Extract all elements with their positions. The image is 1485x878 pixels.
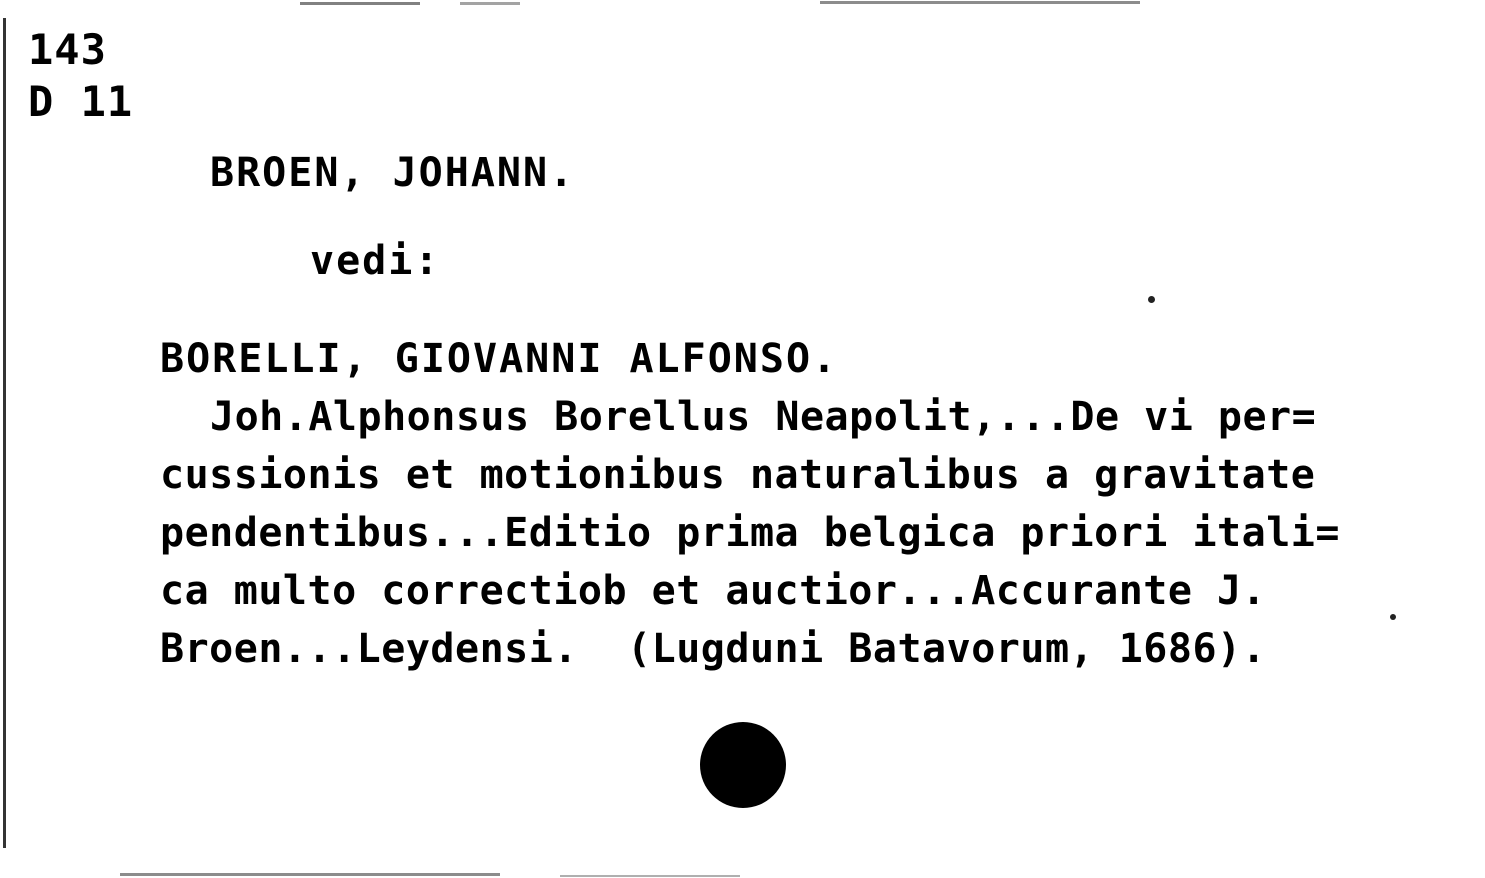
reference-heading: BORELLI, GIOVANNI ALFONSO. bbox=[160, 336, 839, 382]
entry-line: ca multo correctiob et auctior...Accurante J. bbox=[160, 568, 1267, 614]
shelfmark-line-1: 143 bbox=[28, 25, 107, 74]
card-edge-bottom-mark bbox=[560, 875, 740, 877]
ink-speck bbox=[1148, 296, 1155, 303]
entry-line: pendentibus...Editio prima belgica priori itali= bbox=[160, 510, 1340, 556]
card-heading: BROEN, JOHANN. bbox=[210, 150, 576, 196]
card-edge-top-mark bbox=[300, 2, 420, 5]
card-edge-bottom-mark bbox=[120, 873, 500, 876]
shelfmark-line-2: D 11 bbox=[28, 77, 134, 126]
card-edge-top-mark bbox=[820, 1, 1140, 4]
entry-line: Broen...Leydensi. (Lugduni Batavorum, 1686). bbox=[160, 626, 1267, 672]
entry-line: Joh.Alphonsus Borellus Neapolit,...De vi per= bbox=[210, 394, 1317, 440]
shelfmark bbox=[28, 24, 133, 128]
card-edge-left bbox=[3, 18, 6, 848]
reference-entry bbox=[160, 330, 1450, 678]
card-edge-top-mark bbox=[460, 2, 520, 5]
entry-line: cussionis et motionibus naturalibus a gravitate bbox=[160, 452, 1316, 498]
see-also-label: vedi: bbox=[310, 238, 441, 284]
punch-hole-icon bbox=[700, 722, 786, 808]
